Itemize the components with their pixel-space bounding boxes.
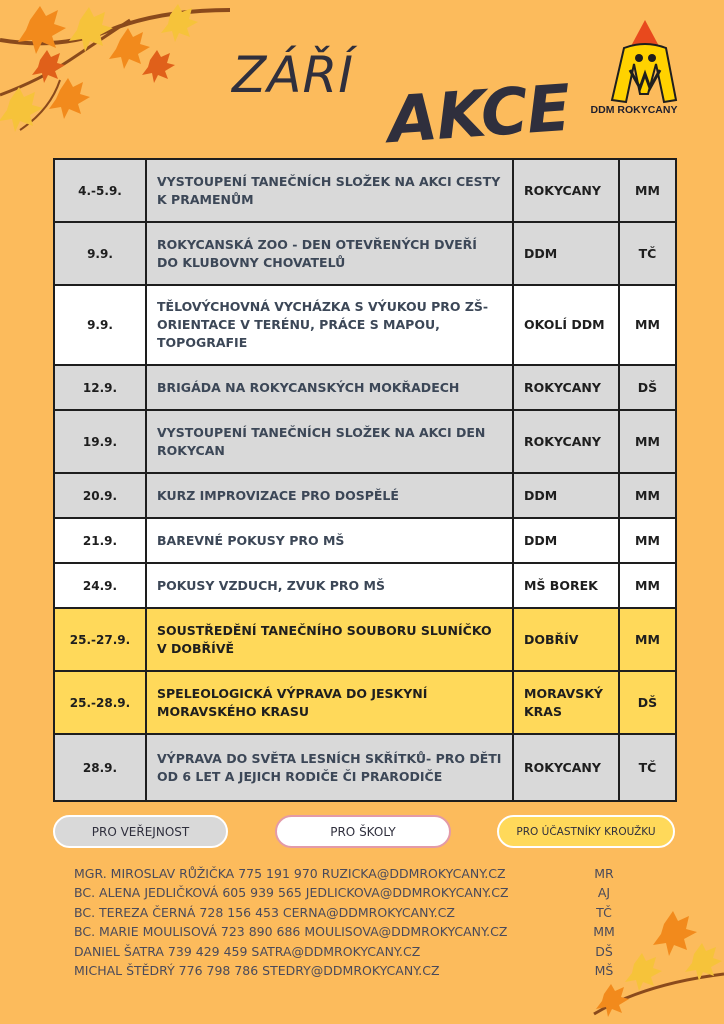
event-person: DŠ: [619, 365, 676, 410]
event-person: MM: [619, 473, 676, 518]
event-name: VÝPRAVA DO SVĚTA LESNÍCH SKŘÍTKŮ- PRO DĚTI OD 6 LET A JEJICH RODIČE ČI PRARODIČE: [146, 734, 513, 801]
table-row: [54, 410, 676, 473]
list-item: [74, 922, 634, 941]
event-date: 12.9.: [54, 365, 146, 410]
month-title: ZÁŘÍ: [232, 46, 354, 104]
event-name: POKUSY VZDUCH, ZVUK PRO MŠ: [146, 563, 513, 608]
event-date: 25.-28.9.: [54, 671, 146, 734]
event-place: DDM: [513, 518, 619, 563]
event-date: 4.-5.9.: [54, 159, 146, 222]
table-row: [54, 365, 676, 410]
contact-abbr: DŠ: [595, 943, 613, 959]
event-name: ROKYCANSKÁ ZOO - DEN OTEVŘENÝCH DVEŘÍ DO KLUBOVNY CHOVATELŮ: [146, 222, 513, 285]
event-place: DDM: [513, 473, 619, 518]
table-row: [54, 473, 676, 518]
table-row: [54, 222, 676, 285]
event-person: MM: [619, 285, 676, 365]
table-row: [54, 563, 676, 608]
page-title: AKCE: [385, 71, 573, 159]
contact-text: MGR. MIROSLAV RŮŽIČKA 775 191 970 RUZICKA@DDMROKYCANY.CZ: [74, 866, 506, 881]
event-name: VYSTOUPENÍ TANEČNÍCH SLOŽEK NA AKCI CESTY K PRAMENŮM: [146, 159, 513, 222]
event-place: OKOLÍ DDM: [513, 285, 619, 365]
list-item: [74, 903, 634, 922]
contact-text: BC. TEREZA ČERNÁ 728 156 453 CERNA@DDMROKYCANY.CZ: [74, 904, 455, 920]
event-name: SOUSTŘEDĚNÍ TANEČNÍHO SOUBORU SLUNÍČKO V DOBŘÍVĚ: [146, 608, 513, 671]
ddm-logo-icon: [590, 14, 700, 114]
event-person: MM: [619, 563, 676, 608]
event-person: DŠ: [619, 671, 676, 734]
contact-abbr: MŠ: [594, 962, 614, 978]
event-name: BRIGÁDA NA ROKYCANSKÝCH MOKŘADECH: [146, 365, 513, 410]
event-date: 21.9.: [54, 518, 146, 563]
contact-text: BC. MARIE MOULISOVÁ 723 890 686 MOULISOVA@DDMROKYCANY.CZ: [74, 924, 508, 940]
event-person: MM: [619, 410, 676, 473]
event-place: DDM: [513, 222, 619, 285]
event-name: KURZ IMPROVIZACE PRO DOSPĚLÉ: [146, 473, 513, 518]
event-date: 24.9.: [54, 563, 146, 608]
event-place: MŠ BOREK: [513, 563, 619, 608]
event-date: 20.9.: [54, 473, 146, 518]
table-row: [54, 608, 676, 671]
event-name: BAREVNÉ POKUSY PRO MŠ: [146, 518, 513, 563]
event-person: TČ: [619, 734, 676, 801]
list-item: [74, 961, 634, 980]
autumn-leaves-icon: [0, 0, 260, 170]
event-place: ROKYCANY: [513, 734, 619, 801]
contact-text: DANIEL ŠATRA 739 429 459 SATRA@DDMROKYCANY.CZ: [74, 943, 421, 959]
event-date: 9.9.: [54, 222, 146, 285]
event-person: MM: [619, 159, 676, 222]
contact-text: BC. ALENA JEDLIČKOVÁ 605 939 565 JEDLICKOVA@DDMROKYCANY.CZ: [74, 885, 509, 901]
list-item: [74, 883, 634, 902]
event-name: SPELEOLOGICKÁ VÝPRAVA DO JESKYNÍ MORAVSKÉHO KRASU: [146, 671, 513, 734]
legend-public: PRO VEŘEJNOST: [53, 815, 228, 848]
event-name: VYSTOUPENÍ TANEČNÍCH SLOŽEK NA AKCI DEN ROKYCAN: [146, 410, 513, 473]
table-row: [54, 518, 676, 563]
event-place: MORAVSKÝ KRAS: [513, 671, 619, 734]
contact-abbr: MR: [594, 866, 614, 881]
event-date: 25.-27.9.: [54, 608, 146, 671]
event-date: 28.9.: [54, 734, 146, 801]
logo-text: DDM ROKYCANY: [590, 104, 678, 116]
event-place: ROKYCANY: [513, 365, 619, 410]
event-date: 19.9.: [54, 410, 146, 473]
event-name: TĚLOVÝCHOVNÁ VYCHÁZKA S VÝUKOU PRO ZŠ- ORIENTACE V TERÉNU, PRÁCE S MAPOU, TOPOGRAFIE: [146, 285, 513, 365]
table-row: [54, 159, 676, 222]
contact-abbr: TČ: [596, 904, 612, 920]
event-date: 9.9.: [54, 285, 146, 365]
schedule-table: [53, 158, 677, 802]
contact-abbr: MM: [593, 924, 615, 940]
event-place: ROKYCANY: [513, 159, 619, 222]
legend-schools: PRO ŠKOLY: [275, 815, 451, 848]
event-place: DOBŘÍV: [513, 608, 619, 671]
table-row: [54, 671, 676, 734]
legend-clubs: PRO ÚČASTNÍKY KROUŽKU: [497, 815, 675, 848]
event-person: MM: [619, 608, 676, 671]
contact-text: MICHAL ŠTĚDRÝ 776 798 786 STEDRY@DDMROKYCANY.CZ: [74, 962, 440, 978]
list-item: [74, 864, 634, 883]
table-row: [54, 285, 676, 365]
event-place: ROKYCANY: [513, 410, 619, 473]
contact-list: [74, 864, 634, 980]
event-person: TČ: [619, 222, 676, 285]
table-row: [54, 734, 676, 801]
event-person: MM: [619, 518, 676, 563]
contact-abbr: AJ: [597, 885, 611, 901]
list-item: [74, 942, 634, 961]
